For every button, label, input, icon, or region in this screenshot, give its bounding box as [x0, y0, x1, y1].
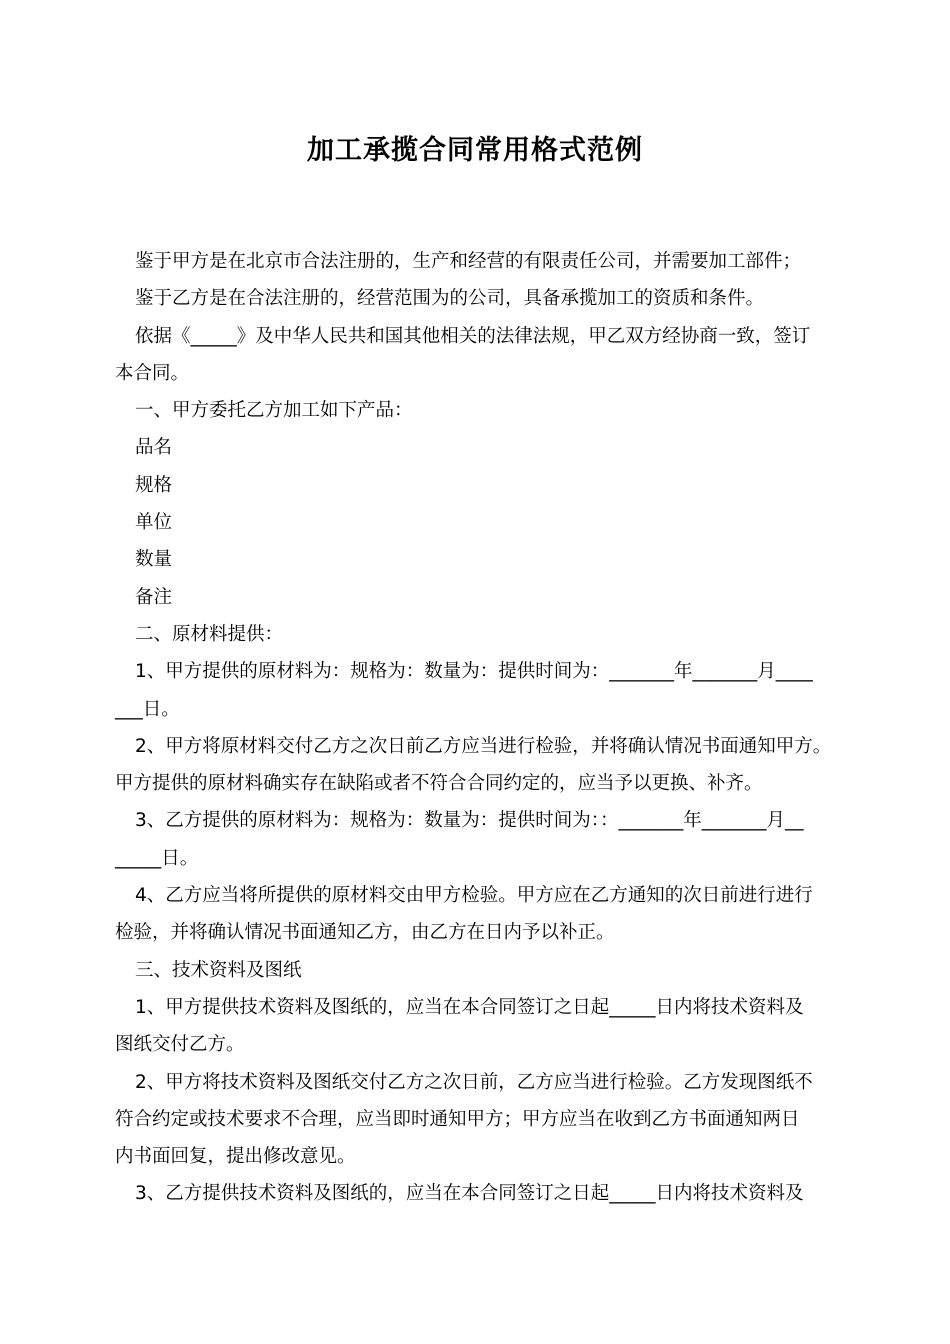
- recital-party-a: 鉴于甲方是在北京市合法注册的，生产和经营的有限责任公司，并需要加工部件；: [135, 251, 802, 272]
- legal-basis-line: 依据《_____》及中华人民共和国其他相关的法律法规，甲乙双方经协商一致，签订: [135, 325, 811, 347]
- clause-2-3: 3、乙方提供的原材料为：规格为：数量为：提供时间为：：_______年_______月__: [135, 810, 804, 832]
- legal-basis-continuation: 本合同。: [115, 362, 190, 384]
- clause-3-2: 2、甲方将技术资料及图纸交付乙方之次日前，乙方应当进行检验。乙方发现图纸不: [135, 1071, 813, 1093]
- product-field-spec: 规格: [135, 474, 173, 496]
- clause-3-2-continuation-2: 内书面回复，提出修改意见。: [115, 1146, 356, 1168]
- clause-3-1: 1、甲方提供技术资料及图纸的，应当在本合同签订之日起_____日内将技术资料及: [135, 996, 804, 1018]
- clause-3-2-continuation-1: 符合约定或技术要求不合理，应当即时通知甲方；甲方应当在收到乙方书面通知两日: [115, 1108, 800, 1130]
- product-field-name: 品名: [135, 437, 173, 459]
- clause-2-2: 2、甲方将原材料交付乙方之次日前乙方应当进行检验，并将确认情况书面通知甲方。: [135, 735, 832, 757]
- recital-party-b: 鉴于乙方是在合法注册的，经营范围为的公司，具备承揽加工的资质和条件。: [135, 288, 765, 310]
- section-heading-materials: 二、原材料提供：: [135, 623, 284, 645]
- clause-2-3-continuation: _____日。: [115, 847, 199, 869]
- document-body: [115, 243, 850, 1213]
- clause-2-2-continuation: 甲方提供的原材料确实存在缺陷或者不符合合同约定的，应当予以更换、补齐。: [115, 773, 763, 795]
- clause-2-4: 4、乙方应当将所提供的原材料交由甲方检验。甲方应在乙方通知的次日前进行进行: [135, 885, 813, 907]
- section-heading-products: 一、甲方委托乙方加工如下产品：: [135, 400, 413, 422]
- clause-2-4-continuation: 检验，并将确认情况书面通知乙方，由乙方在日内予以补正。: [115, 922, 615, 944]
- section-heading-technical: 三、技术资料及图纸: [135, 959, 302, 981]
- product-field-unit: 单位: [135, 512, 173, 534]
- clause-2-1-continuation: ___日。: [115, 698, 180, 720]
- clause-3-3: 3、乙方提供技术资料及图纸的，应当在本合同签订之日起_____日内将技术资料及: [135, 1183, 804, 1205]
- document-title: 加工承揽合同常用格式范例: [307, 135, 643, 166]
- product-field-quantity: 数量: [135, 549, 173, 571]
- clause-2-1: 1、甲方提供的原材料为：规格为：数量为：提供时间为：_______年_______月____: [135, 661, 813, 683]
- clause-3-1-continuation: 图纸交付乙方。: [115, 1034, 245, 1056]
- product-field-remarks: 备注: [135, 586, 173, 608]
